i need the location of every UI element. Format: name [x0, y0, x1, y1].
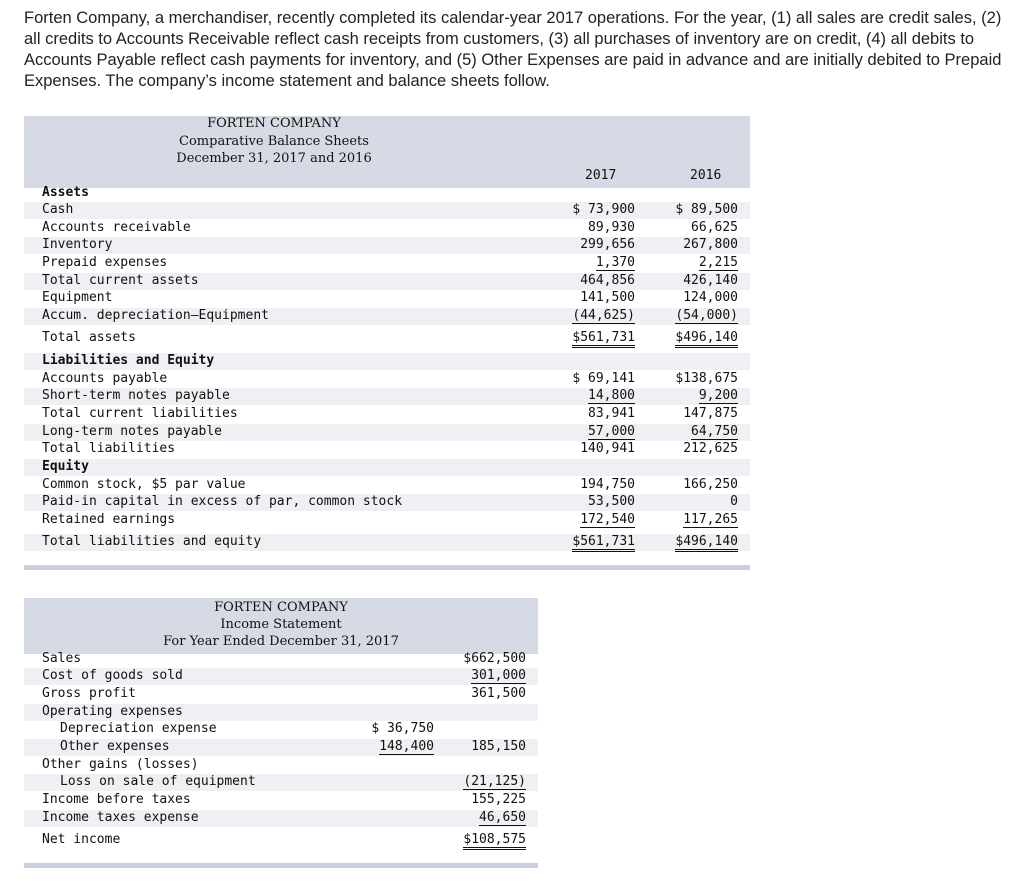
income-statement-period: For Year Ended December 31, 2017 [163, 634, 399, 649]
table-row: Loss on sale of equipment (21,125) [24, 774, 538, 791]
balance-sheet-title: Comparative Balance Sheets [179, 134, 369, 149]
table-row: Total liabilities 140,941 212,625 [42, 441, 738, 456]
income-statement-company: FORTEN COMPANY [214, 600, 348, 615]
table-row: Other expenses 148,400 185,150 [24, 739, 538, 756]
table-row: Accounts receivable 89,930 66,625 [42, 220, 738, 235]
income-statement-table [24, 598, 538, 868]
section-heading-liabilities: Liabilities and Equity [24, 353, 750, 370]
income-statement-title: Income Statement [220, 617, 342, 632]
table-row: Other gains (losses) [42, 757, 199, 772]
table-row: Gross profit 361,500 [42, 686, 526, 701]
table-row: Total current assets 464,856 426,140 [24, 273, 750, 290]
table-row: Cash $ 73,900 $ 89,500 [24, 202, 750, 219]
table-row: Accounts payable $ 69,141 $138,675 [42, 371, 738, 386]
table-row: Paid-in capital in excess of par, common stock 53,500 0 [24, 494, 750, 511]
table-footer-bar [24, 863, 538, 868]
table-row: Common stock, $5 par value 194,750 166,250 [42, 477, 738, 492]
table-row: Cost of goods sold 301,000 [24, 668, 538, 685]
table-row: Total current liabilities 83,941 147,875 [42, 406, 738, 421]
column-header-2017: 2017 [585, 168, 617, 183]
table-row: Depreciation expense $ 36,750 [60, 721, 434, 736]
section-heading-assets: Assets [42, 185, 89, 200]
balance-sheet-table [24, 116, 750, 573]
table-row: Short-term notes payable 14,800 9,200 [24, 388, 750, 405]
table-row: Income before taxes 155,225 [42, 792, 526, 807]
section-heading-equity: Equity [24, 459, 750, 476]
balance-sheet-date: December 31, 2017 and 2016 [176, 151, 372, 166]
table-row-total: Net income $108,575 [24, 832, 538, 849]
table-row: Equipment 141,500 124,000 [42, 290, 738, 305]
column-header-2016: 2016 [690, 168, 722, 183]
table-row: Operating expenses [24, 704, 538, 721]
table-row: Prepaid expenses 1,370 2,215 [42, 255, 738, 270]
table-row-total: Total liabilities and equity $561,731 $496,140 [24, 534, 750, 551]
table-row: Income taxes expense 46,650 [24, 810, 538, 827]
table-footer-bar [24, 565, 750, 570]
table-row: Retained earnings 172,540 117,265 [42, 512, 738, 527]
table-row: Sales $662,500 [42, 651, 526, 666]
table-row: Long-term notes payable 57,000 64,750 [24, 424, 750, 441]
balance-sheet-company: FORTEN COMPANY [207, 116, 341, 131]
table-row-total: Total assets $561,731 $496,140 [24, 330, 750, 347]
table-row: Inventory 299,656 267,800 [24, 237, 750, 254]
table-row: Accum. depreciation—Equipment (44,625) (54,000) [24, 308, 750, 325]
problem-description: Forten Company, a merchandiser, recently completed its calendar-year 2017 operations. For the year, (1) all sales are credit sales, (2) all credits to Accounts Receivable reflect cash receipts from customers, (3) all purchases of inventory are on credit, (4) all debits to Accounts Payable reflect cash payments for inventory, and (5) Other Expenses are paid in advance and are initially debited to Prepaid Expenses. The company’s income statement and balance sheets follow. [24, 9, 1002, 90]
